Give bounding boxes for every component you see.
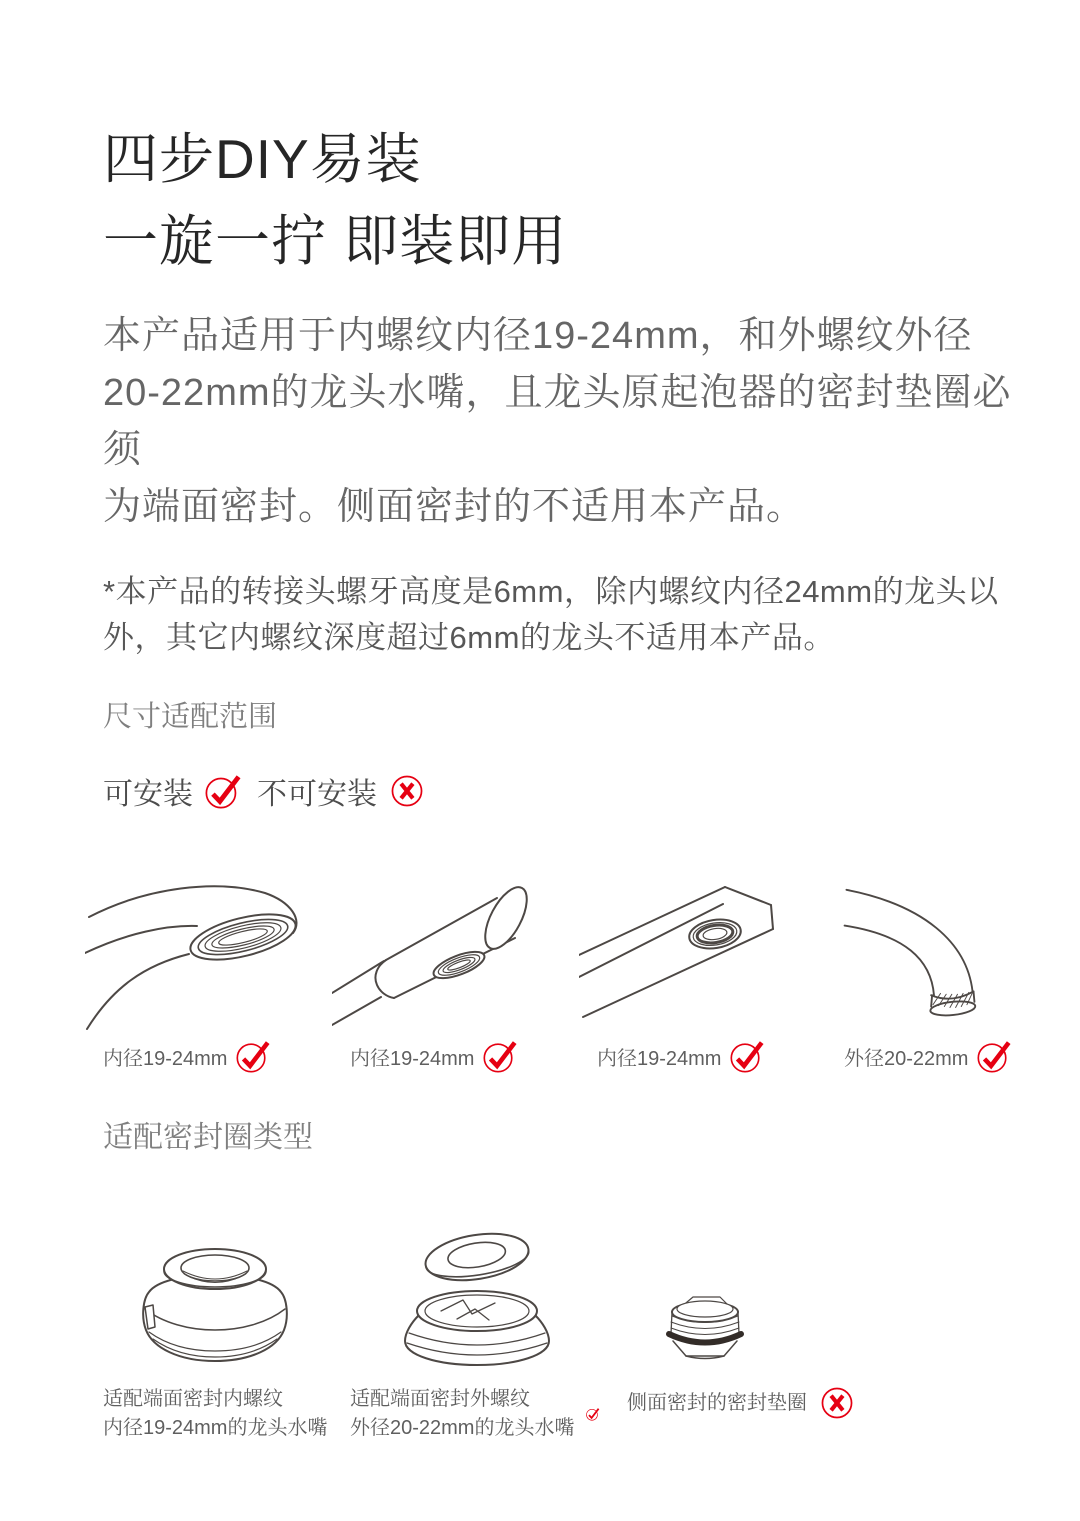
size-compat-row — [85, 871, 1075, 1073]
intro-line: 为端面密封。侧面密封的不适用本产品。 — [103, 486, 806, 528]
size-compat-item — [826, 871, 1073, 1073]
check-circle-icon — [977, 1039, 1011, 1073]
seal-compat-caption — [332, 1385, 600, 1443]
size-compat-caption — [579, 1039, 826, 1073]
note-line: *本产品的转接头螺牙高度是6mm，除内螺纹内径24mm的龙头以 — [103, 574, 999, 609]
seal-compat-row — [85, 1221, 1075, 1443]
check-circle-icon — [205, 773, 241, 809]
seal-compat-label: 适配端面密封内螺纹 内径19-24mm的龙头水嘴 — [103, 1388, 328, 1439]
intro-line: 20-22mm的龙头水嘴，且龙头原起泡器的密封垫圈必须 — [103, 372, 1012, 471]
straight-spout-illustration — [332, 871, 579, 1031]
check-circle-icon — [483, 1039, 517, 1073]
page-title-line2: 一旋一拧 即装即用 — [103, 210, 568, 272]
size-compat-item — [332, 871, 579, 1073]
install-legend — [103, 769, 1028, 813]
page-title — [103, 118, 1028, 282]
note-line: 外，其它内螺纹深度超过6mm的龙头不适用本产品。 — [103, 620, 835, 655]
seal-compat-label: 侧面密封的密封垫圈 — [627, 1391, 807, 1414]
seal-compat-item — [332, 1221, 600, 1443]
size-compat-label: 内径19-24mm — [350, 1047, 475, 1070]
check-circle-icon — [586, 1396, 600, 1432]
size-compat-caption — [332, 1039, 579, 1073]
curved-tube-spout-illustration — [826, 871, 1073, 1031]
size-compat-caption — [85, 1039, 332, 1073]
size-compat-label: 内径19-24mm — [103, 1047, 228, 1070]
x-circle-icon — [819, 1385, 855, 1421]
check-circle-icon — [730, 1039, 764, 1073]
seal-compat-item — [600, 1221, 880, 1443]
flat-spout-illustration — [579, 871, 826, 1031]
internal-thread-adapter-illustration — [115, 1231, 315, 1371]
seal-compat-item — [85, 1221, 332, 1443]
size-compat-item — [579, 871, 826, 1073]
size-compat-item — [85, 871, 332, 1073]
seal-compat-label: 适配端面密封外螺纹 外径20-22mm的龙头水嘴 — [350, 1388, 575, 1439]
legend-ok-label: 可安装 — [103, 778, 193, 811]
page-title-line1: 四步DIY易装 — [103, 128, 422, 190]
seal-compat-caption — [600, 1385, 880, 1421]
x-circle-icon — [389, 773, 425, 809]
size-compat-caption — [826, 1039, 1073, 1073]
side-seal-gasket-illustration — [648, 1289, 763, 1371]
intro-line: 本产品适用于内螺纹内径19-24mm，和外螺纹外径 — [103, 315, 973, 357]
size-section-heading: 尺寸适配范围 — [103, 701, 278, 733]
intro-paragraph — [103, 308, 1028, 536]
seal-compat-caption — [85, 1385, 332, 1443]
size-compat-label: 外径20-22mm — [844, 1047, 969, 1070]
external-thread-adapter-illustration — [377, 1221, 582, 1371]
curved-spout-illustration — [85, 871, 332, 1031]
check-circle-icon — [236, 1039, 270, 1073]
legend-no-label: 不可安装 — [257, 778, 377, 811]
note-paragraph — [103, 569, 1028, 661]
seal-section-heading: 适配密封圈类型 — [103, 1121, 313, 1154]
size-compat-label: 内径19-24mm — [597, 1047, 722, 1070]
